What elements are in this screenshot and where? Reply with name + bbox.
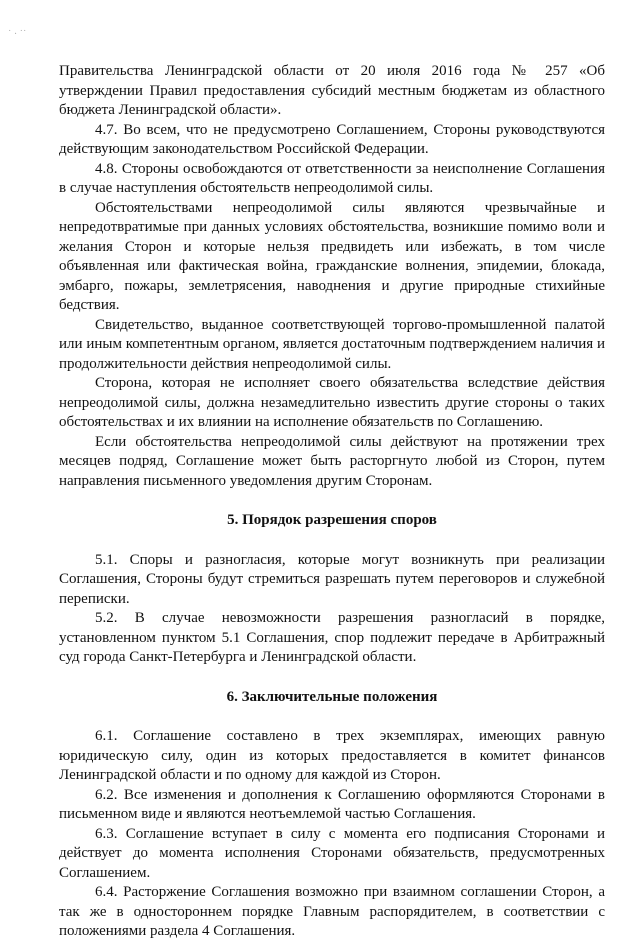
paragraph-continuation: Правительства Ленинградской области от 20 июля 2016 года № 257 «Об утверждении Правил предоставления субсидий местным бюджетам из областного бюджета Ленинградской области».: [59, 63, 605, 118]
paragraph-4-8: 4.8. Стороны освобождаются от ответственности за неисполнение Соглашения в случае наступления обстоятельств непреодолимой силы.: [59, 160, 605, 196]
paragraph-6-2: 6.2. Все изменения и дополнения к Соглашению оформляются Сторонами в письменном виде и являются неотъемлемой частью Соглашения.: [59, 786, 605, 822]
paragraph-5-1: 5.1. Споры и разногласия, которые могут возникнуть при реализации Соглашения, Стороны будут стремиться разрешать путем переговоров и служебной переписки.: [59, 551, 605, 607]
section-5-heading: 5. Порядок разрешения споров: [227, 512, 437, 528]
paragraph-termination-three-months: Если обстоятельства непреодолимой силы действуют на протяжении трех месяцев подряд, Соглашение может быть расторгнуто любой из Сторон, путем направления письменного уведомления другим Сторонам.: [59, 433, 605, 489]
section-6-heading: 6. Заключительные положения: [226, 688, 438, 705]
paragraph-6-3: 6.3. Соглашение вступает в силу с момента его подписания Сторонами и действует до момента исполнения Сторонами обязательств, предусмотренных Соглашением.: [59, 825, 605, 881]
paragraph-5-2: 5.2. В случае невозможности разрешения разногласий в порядке, установленном пунктом 5.1 Соглашения, спор подлежит передаче в Арбитражный суд города Санкт-Петербурга и Ленинградской области.: [59, 610, 605, 665]
paragraph-force-majeure-definition: Обстоятельствами непреодолимой силы являются чрезвычайные и непредотвратимые при данных условиях обстоятельства, возникшие помимо воли и желания Сторон и которые нельзя предвидеть или избежать, в том числе объявленная или фактическая война, гражданские волнения, эпидемии, блокада, эмбарго, пожары, землетрясения, наводнения и другие природные стихийные бедствия.: [59, 199, 605, 313]
document-body: [59, 62, 605, 942]
paragraph-notification: Сторона, которая не исполняет своего обязательства вследствие действия непреодолимой силы, должна незамедлительно известить другие стороны о таких обстоятельствах и их влиянии на исполнение обязательств по Соглашению.: [59, 375, 605, 430]
scan-speck: ˙ · ˙˙: [8, 29, 27, 40]
paragraph-6-1: 6.1. Соглашение составлено в трех экземплярах, имеющих равную юридическую силу, один из которых предоставляется в комитет финансов Ленинградской области и по одному для каждой из Сторон.: [59, 728, 605, 783]
paragraph-certificate: Свидетельство, выданное соответствующей торгово-промышленной палатой или иным компетентным органом, является достаточным подтверждением наличия и продолжительности действия непреодолимой силы.: [59, 316, 605, 372]
paragraph-6-4: 6.4. Расторжение Соглашения возможно при взаимном соглашении Сторон, а так же в одностороннем порядке Главным распорядителем, в соответствии с положениями раздела 4 Соглашения.: [59, 884, 605, 939]
paragraph-4-7: 4.7. Во всем, что не предусмотрено Соглашением, Стороны руководствуются действующим законодательством Российской Федерации.: [59, 121, 605, 157]
